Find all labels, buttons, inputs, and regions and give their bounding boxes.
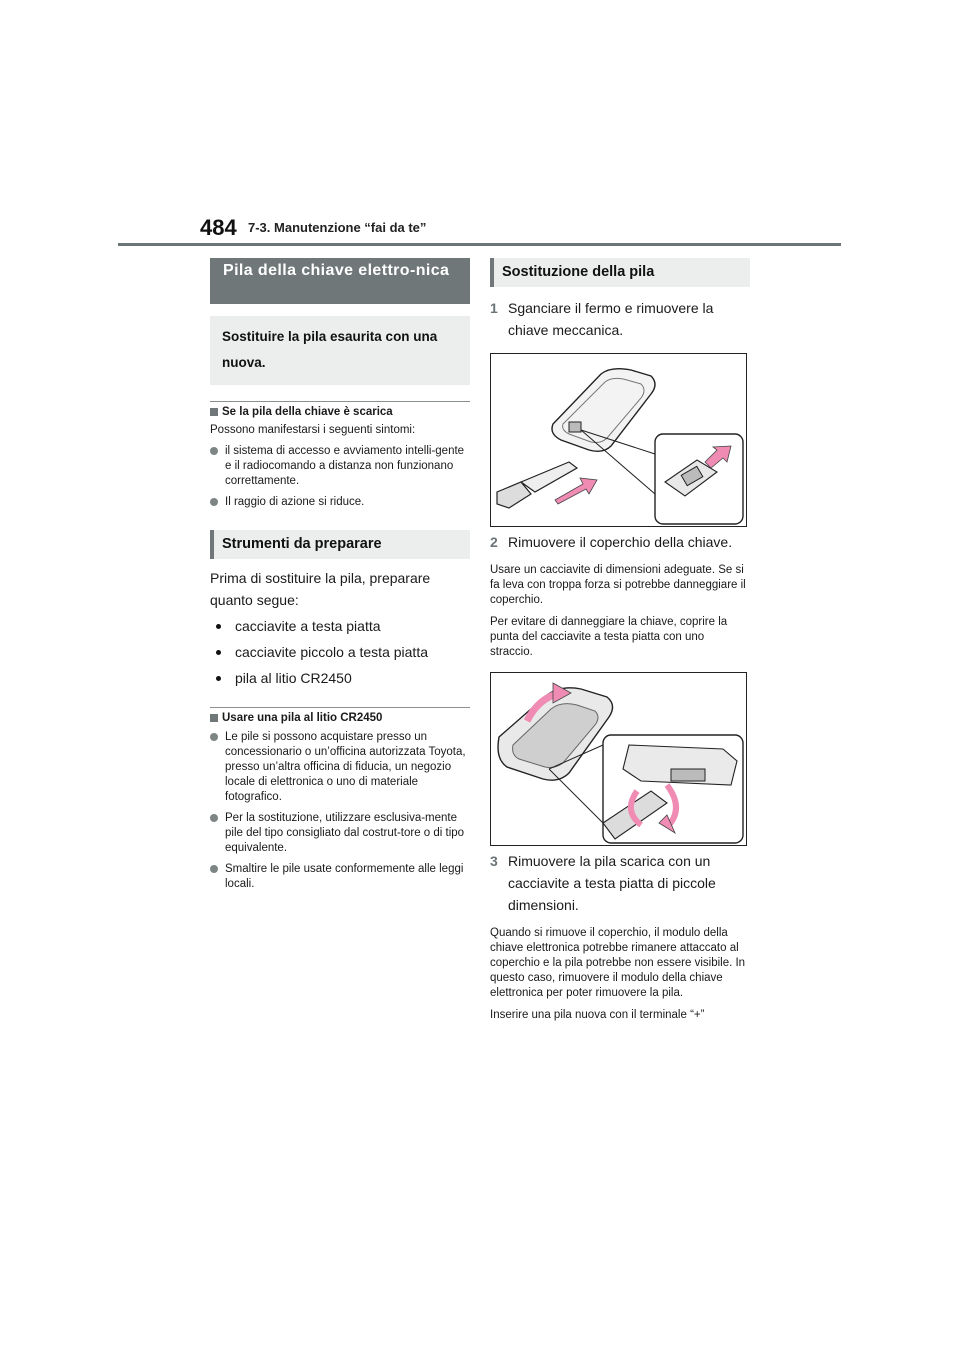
section-title: 7-3. Manutenzione “fai da te” bbox=[248, 220, 427, 235]
tool-item: cacciavite piccolo a testa piatta bbox=[210, 641, 470, 663]
note-intro: Possono manifestarsi i seguenti sintomi: bbox=[210, 424, 416, 436]
replacement-heading: Sostituzione della pila bbox=[490, 258, 750, 287]
tools-heading: Strumenti da preparare bbox=[210, 530, 470, 559]
key-cover-illustration bbox=[491, 673, 746, 845]
bullet-icon bbox=[216, 650, 221, 655]
step-2-note: Usare un cacciavite di dimensioni adeguate. Se si fa leva con troppa forza si potrebbe danneggiare il coperchio. bbox=[490, 564, 746, 606]
note-heading-battery-low: Se la pila della chiave è scarica bbox=[210, 401, 470, 418]
square-icon bbox=[210, 714, 218, 722]
bullet-dot-icon bbox=[210, 498, 218, 506]
step-1: 1 Sganciare il fermo e rimuovere la chiave meccanica. bbox=[490, 300, 714, 338]
left-column bbox=[210, 258, 470, 892]
key-fob-illustration bbox=[491, 354, 746, 526]
tools-intro: Prima di sostituire la pila, preparare quanto segue: bbox=[210, 570, 431, 608]
bullet-dot-icon bbox=[210, 733, 218, 741]
list-item: Le pile si possono acquistare presso un concessionario o un’officina autorizzata Toyota, presso un’altra officina di fiducia, un negozio locale di elettronica o uno di materiale fotografico. bbox=[210, 730, 470, 805]
step-2-note: Per evitare di danneggiare la chiave, coprire la punta del cacciavite a testa piatta con uno straccio. bbox=[490, 616, 728, 658]
step-3: 3 Rimuovere la pila scarica con un cacciavite a testa piatta di piccole dimensioni. bbox=[490, 853, 716, 913]
list-item: Smaltire le pile usate conformemente alle leggi locali. bbox=[210, 862, 470, 892]
note-heading-battery-type: Usare una pila al litio CR2450 bbox=[210, 707, 470, 724]
bullet-dot-icon bbox=[210, 447, 218, 455]
figure-remove-mechanical-key bbox=[490, 353, 747, 527]
step-3-note: Inserire una pila nuova con il terminale “+” bbox=[490, 1009, 705, 1021]
page-number: 484 bbox=[200, 215, 237, 240]
lead-text: Sostituire la pila esaurita con una nuova. bbox=[222, 329, 438, 370]
title-box bbox=[210, 258, 470, 304]
lead-box bbox=[210, 316, 470, 385]
tool-item: pila al litio CR2450 bbox=[210, 667, 470, 689]
step-3-note: Quando si rimuove il coperchio, il modulo della chiave elettronica potrebbe rimanere attaccato al coperchio e la pila potrebbe non essere visibile. In questo caso, rimuovere il modulo della chiave elettronica per poter rimuovere la pila. bbox=[490, 927, 746, 999]
bullet-dot-icon bbox=[210, 814, 218, 822]
step-2: 2 Rimuovere il coperchio della chiave. bbox=[490, 534, 733, 550]
list-item: il sistema di accesso e avviamento intelli-gente e il radiocomando a distanza non funzionano correttamente. bbox=[210, 444, 470, 489]
bullet-dot-icon bbox=[210, 865, 218, 873]
figure-remove-cover bbox=[490, 672, 747, 846]
list-item: Il raggio di azione si riduce. bbox=[210, 495, 470, 510]
header-rule bbox=[118, 243, 841, 246]
tool-item: cacciavite a testa piatta bbox=[210, 615, 470, 637]
right-column bbox=[490, 258, 750, 1023]
list-item: Per la sostituzione, utilizzare esclusiva-mente pile del tipo consigliato dal costrut-tore o di tipo equivalente. bbox=[210, 811, 470, 856]
square-icon bbox=[210, 408, 218, 416]
bullet-icon bbox=[216, 676, 221, 681]
bullet-icon bbox=[216, 624, 221, 629]
page-title: Pila della chiave elettro-nica bbox=[223, 262, 450, 279]
